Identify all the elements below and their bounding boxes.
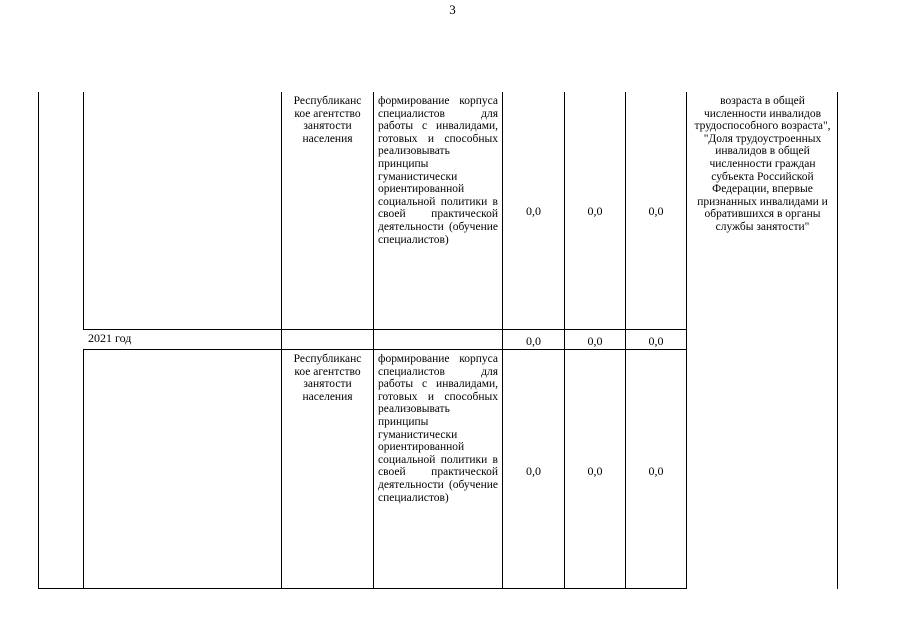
agency-cell: Республиканс кое агентство занятости населения [293,95,362,145]
value-cell: 0,0 [526,464,541,478]
value-cell: 0,0 [526,334,541,348]
measure-cell: формирование корпуса специалистов для работы с инвалидами, готовых и способных реализовывать принципы гуманистически ориентированной социальной политики в своей практической деятельности (обучение специалистов) [378,353,498,504]
year-label: 2021 год [88,331,132,345]
value-cell: 0,0 [648,464,664,478]
agency-cell: Республиканс кое агентство занятости населения [293,353,362,403]
value-cell: 0,0 [587,334,603,348]
measure-cell: формирование корпуса специалистов для работы с инвалидами, готовых и способных реализовывать принципы гуманистически ориентированной социальной политики в своей практической деятельности (обучение специалистов) [378,95,498,246]
value-cell: 0,0 [587,464,603,478]
indicator-cell: возраста в общей численности инвалидов трудоспособного возраста", "Доля трудоустроенных инвалидов в общей численности граждан субъекта Российской Федерации, впервые признанных инвалидами и обратившихся в органы службы занятости" [694,95,831,233]
value-cell: 0,0 [526,204,541,218]
value-cell: 0,0 [587,204,603,218]
value-cell: 0,0 [648,204,664,218]
page-number: 3 [449,2,456,17]
value-cell: 0,0 [648,334,664,348]
